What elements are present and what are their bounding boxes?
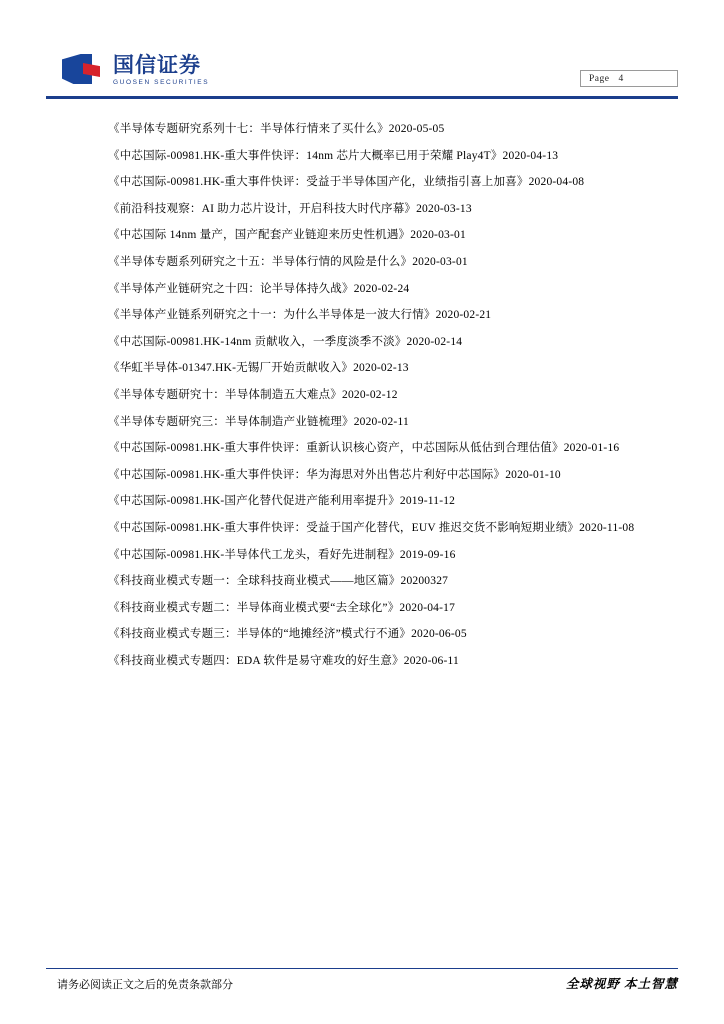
reference-list xyxy=(108,116,678,674)
list-item: 《前沿科技观察：AI 助力芯片设计，开启科技大时代序幕》2020-03-13 xyxy=(108,202,472,215)
list-item: 《科技商业模式专题四：EDA 软件是易守难攻的好生意》2020-06-11 xyxy=(108,654,460,667)
page-number: 4 xyxy=(618,73,624,84)
logo-text-en: GUOSEN SECURITIES xyxy=(113,79,210,86)
logo-mark-icon xyxy=(62,54,106,84)
logo-text xyxy=(113,54,209,86)
list-item: 《半导体专题研究十：半导体制造五大难点》2020-02-12 xyxy=(108,388,398,401)
list-item: 《中芯国际-00981.HK-重大事件快评：受益于半导体国产化，业绩指引喜上加喜》2020-04-08 xyxy=(108,176,585,189)
list-item: 《中芯国际 14nm 量产，国产配套产业链迎来历史性机遇》2020-03-01 xyxy=(108,229,466,242)
list-item: 《科技商业模式专题一：全球科技商业模式——地区篇》20200327 xyxy=(108,575,449,588)
list-item: 《中芯国际-00981.HK-重大事件快评：14nm 芯片大概率已用于荣耀 Play4T》2020-04-13 xyxy=(108,149,559,162)
list-item: 《中芯国际-00981.HK-重大事件快评：受益于国产化替代，EUV 推迟交货不影响短期业绩》2020-11-08 xyxy=(108,521,635,534)
list-item: 《中芯国际-00981.HK-半导体代工龙头，看好先进制程》2019-09-16 xyxy=(108,548,456,561)
list-item: 《半导体专题系列研究之十五：半导体行情的风险是什么》2020-03-01 xyxy=(108,255,468,268)
logo-text-cn: 国信证券 xyxy=(113,54,201,77)
page-label: Page xyxy=(589,73,610,84)
list-item: 《中芯国际-00981.HK-重大事件快评：华为海思对外出售芯片利好中芯国际》2020-01-10 xyxy=(108,468,561,481)
list-item: 《半导体专题研究三：半导体制造产业链梳理》2020-02-11 xyxy=(108,415,409,428)
list-item: 《科技商业模式专题二：半导体商业模式要“去全球化”》2020-04-17 xyxy=(108,601,456,614)
page-number-box xyxy=(580,70,678,87)
list-item: 《半导体专题研究系列十七：半导体行情来了买什么》2020-05-05 xyxy=(108,123,445,135)
header-divider xyxy=(46,96,678,99)
list-item: 《中芯国际-00981.HK-14nm 贡献收入，一季度淡季不淡》2020-02-14 xyxy=(108,335,463,348)
list-item: 《科技商业模式专题三：半导体的“地摊经济”模式行不通》2020-06-05 xyxy=(108,628,467,641)
list-item: 《中芯国际-00981.HK-国产化替代促进产能利用率提升》2019-11-12 xyxy=(108,495,456,508)
list-item: 《半导体产业链研究之十四：论半导体持久战》2020-02-24 xyxy=(108,282,410,295)
list-item: 《中芯国际-00981.HK-重大事件快评：重新认识核心资产，中芯国际从低估到合理估值》2020-01-16 xyxy=(108,442,620,455)
company-logo xyxy=(62,54,209,86)
footer-divider xyxy=(46,968,678,969)
footer-slogan: 全球视野 本土智慧 xyxy=(565,977,678,991)
footer-disclaimer: 请务必阅读正文之后的免责条款部分 xyxy=(57,979,233,991)
page-footer xyxy=(57,974,678,992)
list-item: 《华虹半导体-01347.HK-无锡厂开始贡献收入》2020-02-13 xyxy=(108,362,409,375)
list-item: 《半导体产业链系列研究之十一：为什么半导体是一波大行情》2020-02-21 xyxy=(108,309,492,322)
